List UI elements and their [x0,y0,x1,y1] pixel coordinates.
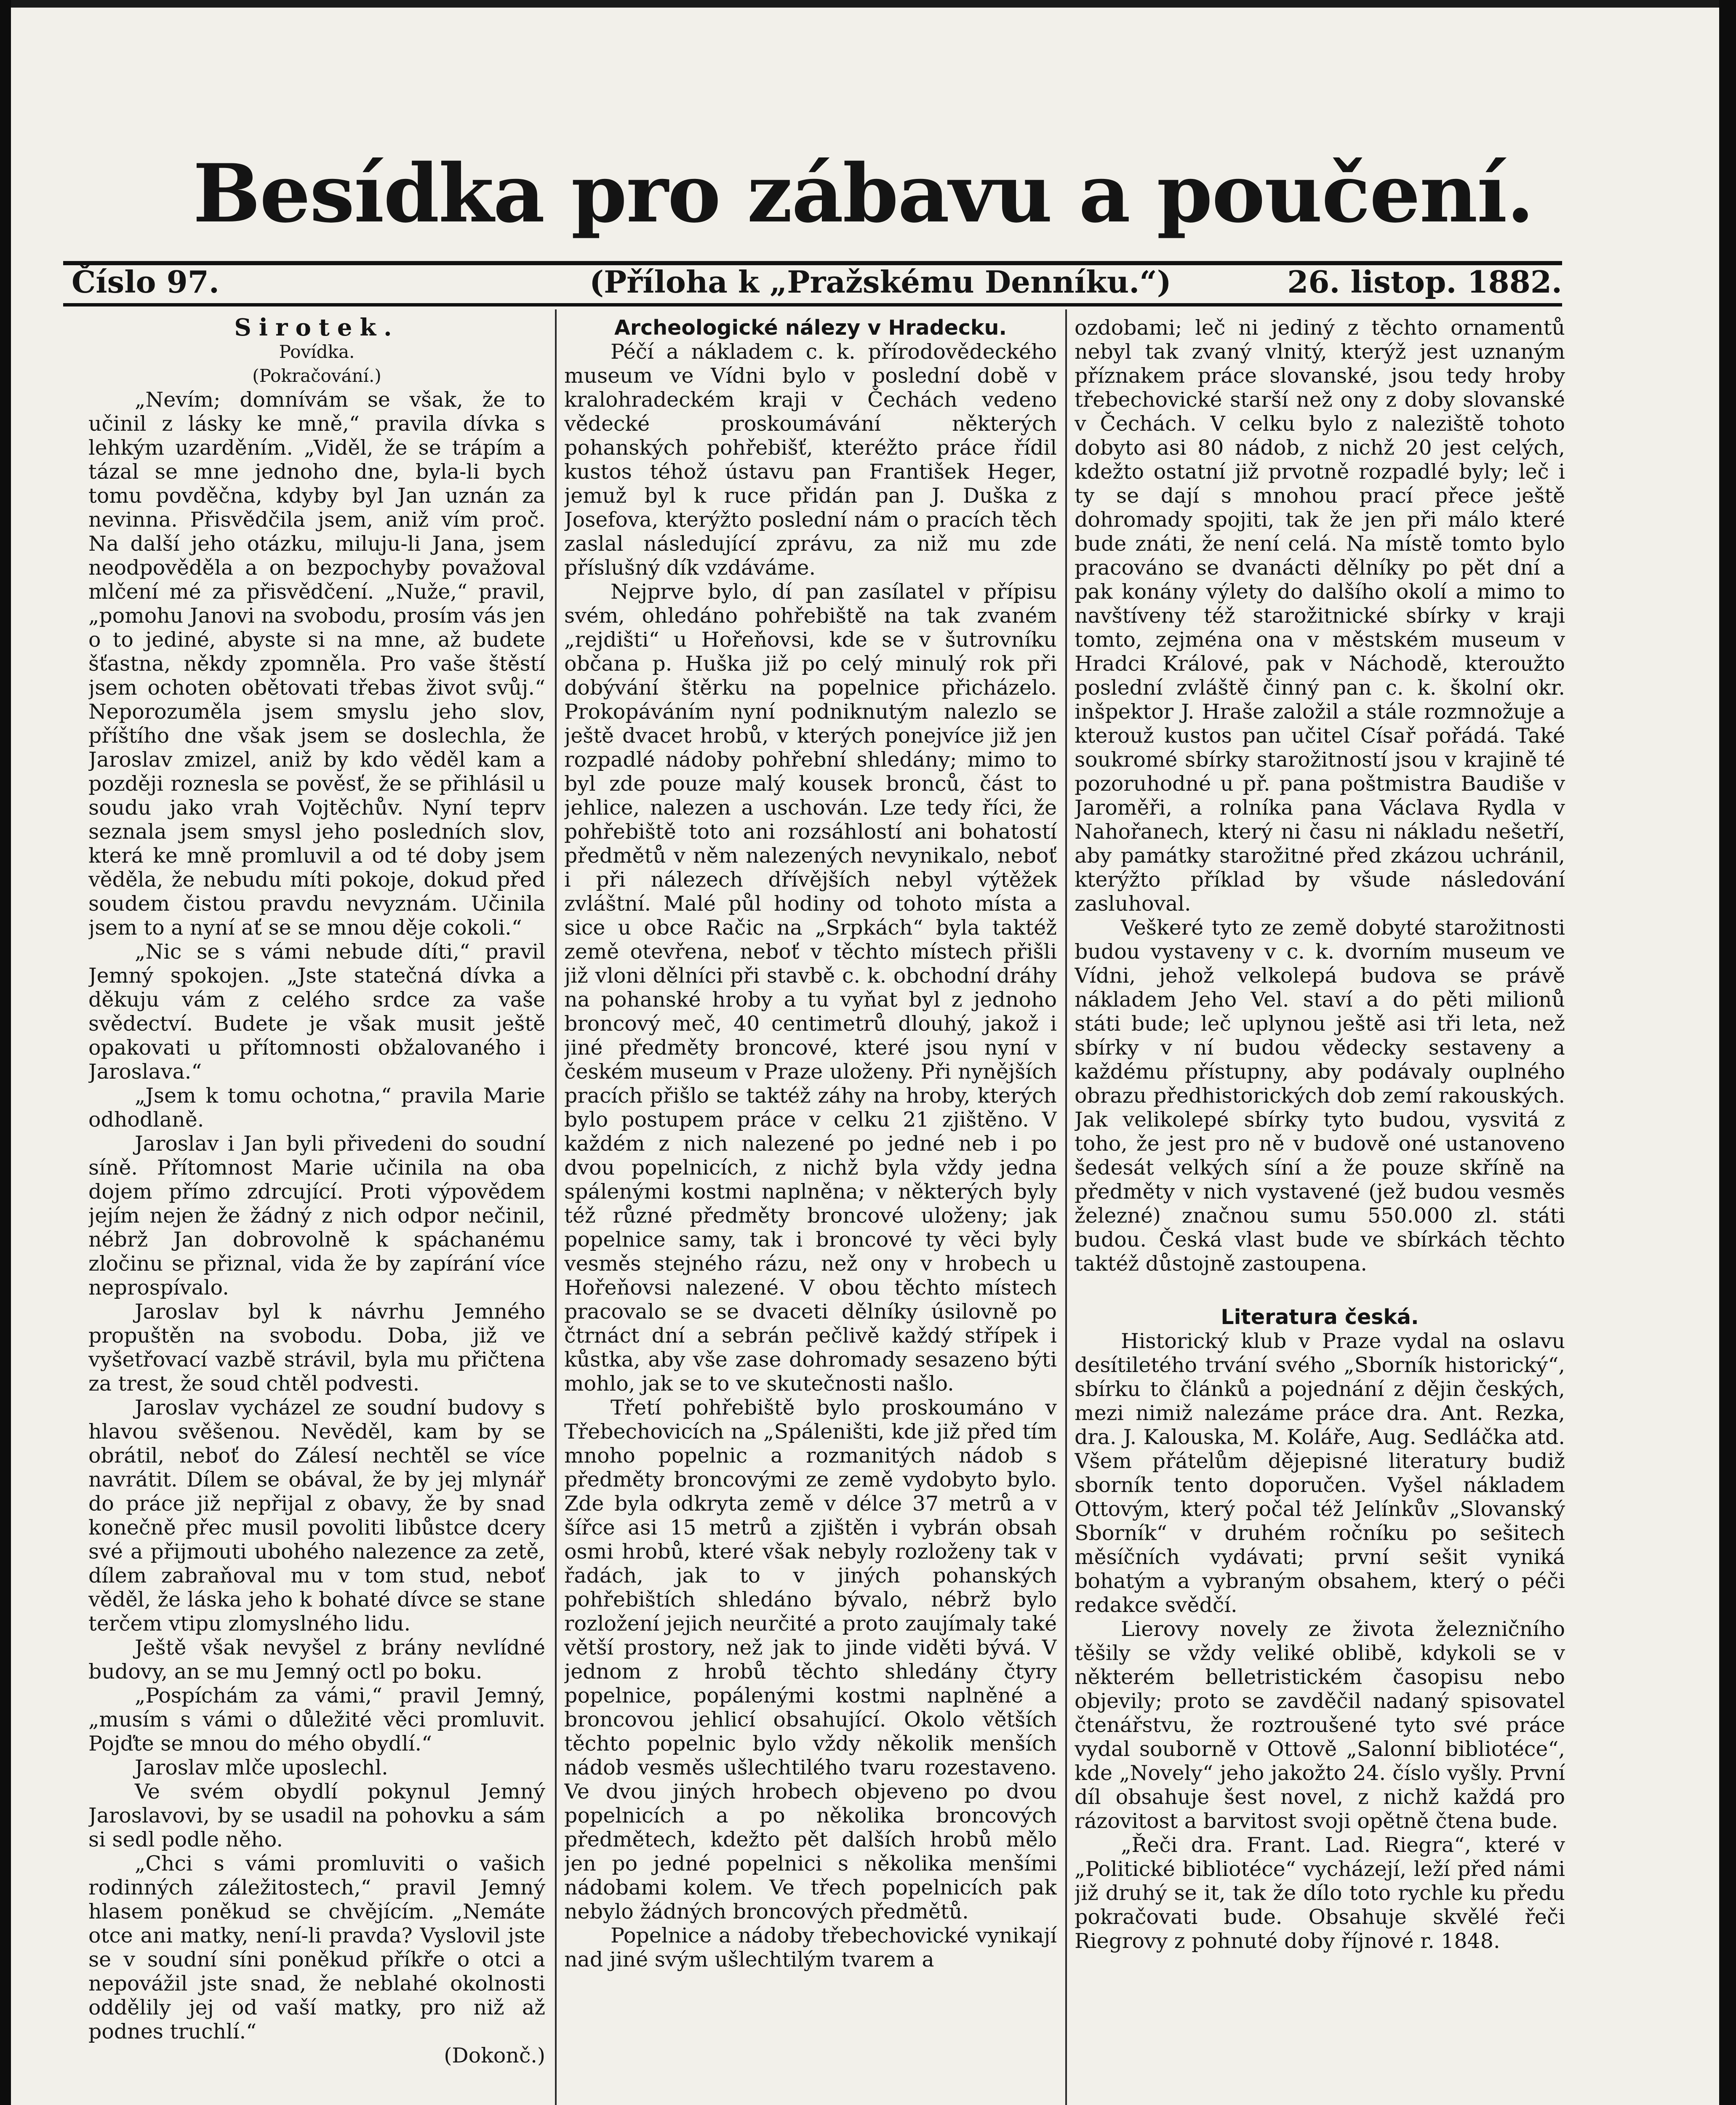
paragraph: „Nic se s vámi nebude díti,“ pravil Jemný spokojen. „Jste statečná dívka a děkuju vám z celého srdce za vaše svědectví. Budete je však musit ještě opakovati u přítomnosti obžalovaného i Jaroslava.“ [88,940,545,1084]
paragraph: Ještě však nevyšel z brány nevlídné budovy, an se mu Jemný octl po boku. [88,1636,545,1684]
story-title: Sirotek. [234,316,400,341]
paragraph: Ve svém obydlí pokynul Jemný Jaroslavovi, by se usadil na pohovku a sám si sedl podle něho. [88,1780,545,1852]
header-rule-bottom [63,303,1562,306]
story-genre: Povídka. [279,341,355,362]
masthead-title: Besídka pro zábavu a poučení. [193,147,1533,240]
article-heading: Archeologické nálezy v Hradecku. [614,316,1007,340]
column-separator [555,309,557,2105]
story-continuation: (Pokračování.) [252,365,381,386]
page-edge-right [1719,0,1736,2105]
column-archeology [564,316,1057,2105]
section-heading: Literatura česká. [1221,1305,1419,1329]
paragraph: Jaroslav mlče uposlechl. [135,1756,388,1780]
paragraph: Třetí pohřebiště bylo proskoumáno v Třebechovicích na „Spáleništi, kde již před tím mnoho popelnic a rozmanitých nádob s předměty broncovými ze země vydobyto bylo. Zde byla odkryta země v délce 37 metrů a v šířce asi 15 metrů a zjištěn i vybrán obsah osmi hrobů, které však nebyly rozloženy tak v řadách, jak to v jiných pohanských pohřebištích shledáno bývalo, nébrž bylo rozložení jejich neurčité a proto zaujímaly také větší prostory, než jak to jinde viděti bývá. V jednom z hrobů těchto shledány čtyry popelnice, popálenými kostmi naplněné a broncovou jehlicí obsahující. Okolo větších těchto popelnic bylo vždy několik menších nádob vesměs ušlechtilého tvaru rozestaveno. Ve dvou jiných hrobech objeveno po dvou popelnicích a po několika broncových předmětech, kdežto pět dalších hrobů mělo jen po jedné popelnici s několika menšími nádobami kolem. Ve třech popelnicích pak nebylo žádných broncových předmětů. [564,1396,1057,1924]
paragraph: Jaroslav vycházel ze soudní budovy s hlavou svěšenou. Nevěděl, kam by se obrátil, neboť do Zálesí nechtěl se více navrátit. Dílem se obával, že by jej mlynář do práce již nepřijal z obavy, že by snad konečně přec musil povoliti libůstce dcery své a přijmouti ubohého nalezence za zetě, dílem zabraňoval mu v tom stud, neboť věděl, že láska jeho k bohaté dívce se stane terčem vtipu zlomyslného lidu. [88,1396,545,1636]
issue-date: 26. listop. 1882. [1287,264,1562,300]
page-edge-left [0,0,11,2105]
paragraph: „Řeči dra. Frant. Lad. Riegra“, které v „Politické bibliotéce“ vycházejí, leží před námi již druhý se it, tak že dílo toto rychle ku předu pokračovati bude. Obsahuje skvělé řeči Riegrovy z pohnuté doby říjnové r. 1848. [1075,1833,1565,1953]
paragraph: „Pospíchám za vámi,“ pravil Jemný, „musím s vámi o důležité věci promluvit. Pojďte se mnou do mého obydlí.“ [88,1684,545,1756]
paragraph: Popelnice a nádoby třebechovické vynikají nad jiné svým ušlechtilým tvarem a [564,1924,1057,1972]
paragraph: „Nevím; domnívám se však, že to učinil z lásky ke mně,“ pravila dívka s lehkým uzarděním. „Viděl, že se trápím a tázal se mne jednoho dne, byla-li bych tomu povděčna, kdyby byl Jan uznán za nevinna. Přisvědčila jsem, aniž vím proč. Na další jeho otázku, miluju-li Jana, jsem neodpověděla a on bezpochyby považoval mlčení mé za přisvědčení. „Nuže,“ pravil, „pomohu Janovi na svobodu, prosím vás jen o to jediné, abyste si na mne, až budete šťastna, někdy zpomněla. Pro vaše štěstí jsem ochoten obětovati třebas život svůj.“ Neporozuměla jsem smyslu jeho slov, příštího dne však jsem se doslechla, že Jaroslav zmizel, aniž by kdo věděl kam a později roznesla se pověsť, že se přihlásil u soudu jako vrah Vojtěchův. Nyní teprv seznala jsem smysl jeho posledních slov, která ke mně promluvil a od té doby jsem věděla, že nebudu míti pokoje, dokud před soudem čistou pravdu nevyznám. Učinila jsem to a nyní ať se se mnou děje cokoli.“ [88,388,545,940]
paragraph: Historický klub v Praze vydal na oslavu desítiletého trvání svého „Sborník historický“, sbírku to článků a pojednání z dějin českých, mezi nimiž nalezáme práce dra. Ant. Rezka, dra. J. Kalouska, M. Koláře, Aug. Sedláčka atd. Všem přátelům dějepisné literatury budiž sborník tento doporučen. Vyšel nákladem Ottovým, který počal též Jelínkův „Slovanský Sborník“ v druhém ročníku po sešitech měsíčních vydávati; první sešit vyniká bohatým a vybraným obsahem, který o péči redakce svědčí. [1075,1329,1565,1617]
page-edge-top [0,0,1736,8]
paragraph: Lierovy novely ze života železničního těšily se vždy veliké oblibě, kdykoli se v některém belletristickém časopisu nebo objevily; proto se zavděčil nadaný spisovatel čtenářstvu, že roztroušené tyto své práce vydal souborně v Ottově „Salonní bibliotéce“, kde „Novely“ jeho jakožto 24. číslo vyšly. První díl obsahuje šest novel, z nichž každá pro rázovitost a barvitost svoji opětně čtena bude. [1075,1617,1565,1833]
issue-header [72,261,1562,303]
paragraph: Jaroslav i Jan byli přivedeni do soudní síně. Přítomnost Marie učinila na oba dojem přímo zdrcující. Proti výpovědem jejím nejen že žádný z nich odpor nečinil, nébrž Jan dobrovolně k spáchanému zločinu se přiznal, vida že by zapírání více neprospívalo. [88,1132,545,1300]
column-literature [1075,316,1565,2105]
paragraph: Jaroslav byl k návrhu Jemného propuštěn na svobodu. Doba, již ve vyšetřovací vazbě strávil, byla mu přičtena za trest, že soud chtěl podvesti. [88,1300,545,1396]
supplement-note: (Příloha k „Pražskému Denníku.“) [589,264,1171,300]
paragraph: „Chci s vámi promluviti o vašich rodinných záležitostech,“ pravil Jemný hlasem poněkud se chvějícím. „Nemáte otce ani matky, není-li pravda? Vyslovil jste se v soudní síni poněkud příkře o otci a nepovážil jste snad, že neblahé okolnosti oddělily jej od vaší matky, pro niž až podnes truchlí.“ [88,1852,545,2044]
paragraph: Veškeré tyto ze země dobyté starožitnosti budou vystaveny v c. k. dvorním museum ve Vídni, jehož velkolepá budova se právě nákladem Jeho Vel. staví a do pěti milionů státi bude; leč uplynou ještě asi tři leta, než sbírky v ní budou vědecky sestaveny a každému přístupny, aby podávaly ouplného obrazu předhistorických dob zemí rakouských. Jak velikolepé sbírky tyto budou, vysvitá z toho, že jest pro ně v budově oné ustanoveno šedesát velkých síní a že pouze skříně na předměty v nich vystavené (jež budou vesměs železné) značnou sumu 550.000 zl. státi budou. Česká vlast bude ve sbírkách těchto taktéž důstojně zastoupena. [1075,916,1565,1276]
paragraph: „Jsem k tomu ochotna,“ pravila Marie odhodlaně. [88,1084,545,1132]
continued-note: (Dokonč.) [444,2044,545,2068]
paragraph: Péčí a nákladem c. k. přírodovědeckého museum ve Vídni bylo v poslední době v kralohradeckém kraji v Čechách vedeno vědecké proskoumávání některých pohanských pohřebišť, kteréžto práce řídil kustos téhož ústavu pan František Heger, jemuž byl k ruce přidán pan J. Duška z Josefova, kterýžto poslední nám o pracích těch zaslal následující zprávu, za niž mu zde příslušný dík vzdáváme. [564,340,1057,580]
column-story [88,316,545,2105]
paragraph: Nejprve bylo, dí pan zasílatel v přípisu svém, ohledáno pohřebiště na tak zvaném „rejdišti“ u Hořeňovsi, kde se v šutrovníku občana p. Huška již po celý minulý rok při dobývání štěrku na popelnice přicházelo. Prokopáváním nyní podniknutým nalezlo se ještě dvacet hrobů, v kterých ponejvíce již jen rozpadlé nádoby pohřební shledány; mimo to byl zde pouze malý kousek bronců, část to jehlice, nalezen a uschován. Lze tedy říci, že pohřebiště toto ani rozsáhlostí ani bohatostí předmětů v něm nalezených nevynikalo, neboť i při nálezech dřívějších nebyl výtěžek zvláštní. Malé půl hodiny od tohoto místa a sice u obce Račic na „Srpkách“ byla taktéž země otevřena, neboť v těchto místech přišli již vloni dělníci při stavbě c. k. obchodní dráhy na pohanské hroby a tu vyňat byl z jednoho broncový meč, 40 centimetrů dlouhý, jakož i jiné předměty broncové, které jsou nyní v českém museum v Praze uloženy. Při nynějších pracích přišlo se taktéž záhy na hroby, kterých bylo postupem práce v celku 21 zjištěno. V každém z nich nalezené po jedné neb i po dvou popelnicích, z nichž byla vždy jedna spálenými kostmi naplněna; v některých byly též různé předměty broncové uloženy; jak popelnice samy, tak i broncové ty věci byly vesměs stejného rázu, než ony v hrobech u Hořeňovsi nalezené. V obou těchto místech pracovalo se se dvaceti dělníky úsilovně po čtrnáct dní a sebrán pečlivě každý střípek i kůstka, aby vše zase dohromady sesazeno býti mohlo, jak se to ve skutečnosti našlo. [564,580,1057,1396]
paragraph: ozdobami; leč ni jediný z těchto ornamentů nebyl tak zvaný vlnitý, kterýž jest uznaným příznakem práce slovanské, jsou tedy hroby třebechovické starší než ony z doby slovanské v Čechách. V celku bylo z naleziště tohoto dobyto asi 80 nádob, z nichž 20 jest celých, kdežto ostatní již prvotně rozpadlé byly; leč i ty se dají s mnohou prací přece ještě dohromady spojiti, tak že jen při málo které bude znáti, že není celá. Na místě tomto bylo pracováno se dvanácti dělníky po pět dní a pak konány výlety do dalšího okolí a mimo to navštíveny též starožitnické sbírky v kraji tomto, zejména ona v městském museum v Hradci Králové, pak v Náchodě, kteroužto poslední zvláště činný pan c. k. školní okr. inšpektor J. Hraše založil a stále rozmnožuje a kterouž kustos pan učitel Císař pořádá. Také soukromé sbírky starožitností jsou v krajině té pozoruhodné u př. pana poštmistra Baudiše v Jaroměři, a rolníka pana Václava Rydla v Nahořanech, který ni času ni nákladu nešetří, aby památky starožitné před zkázou uchránil, kterýžto příklad by všude následování zasluhoval. [1075,316,1565,916]
column-separator [1065,309,1067,2105]
issue-number: Číslo 97. [72,264,219,300]
